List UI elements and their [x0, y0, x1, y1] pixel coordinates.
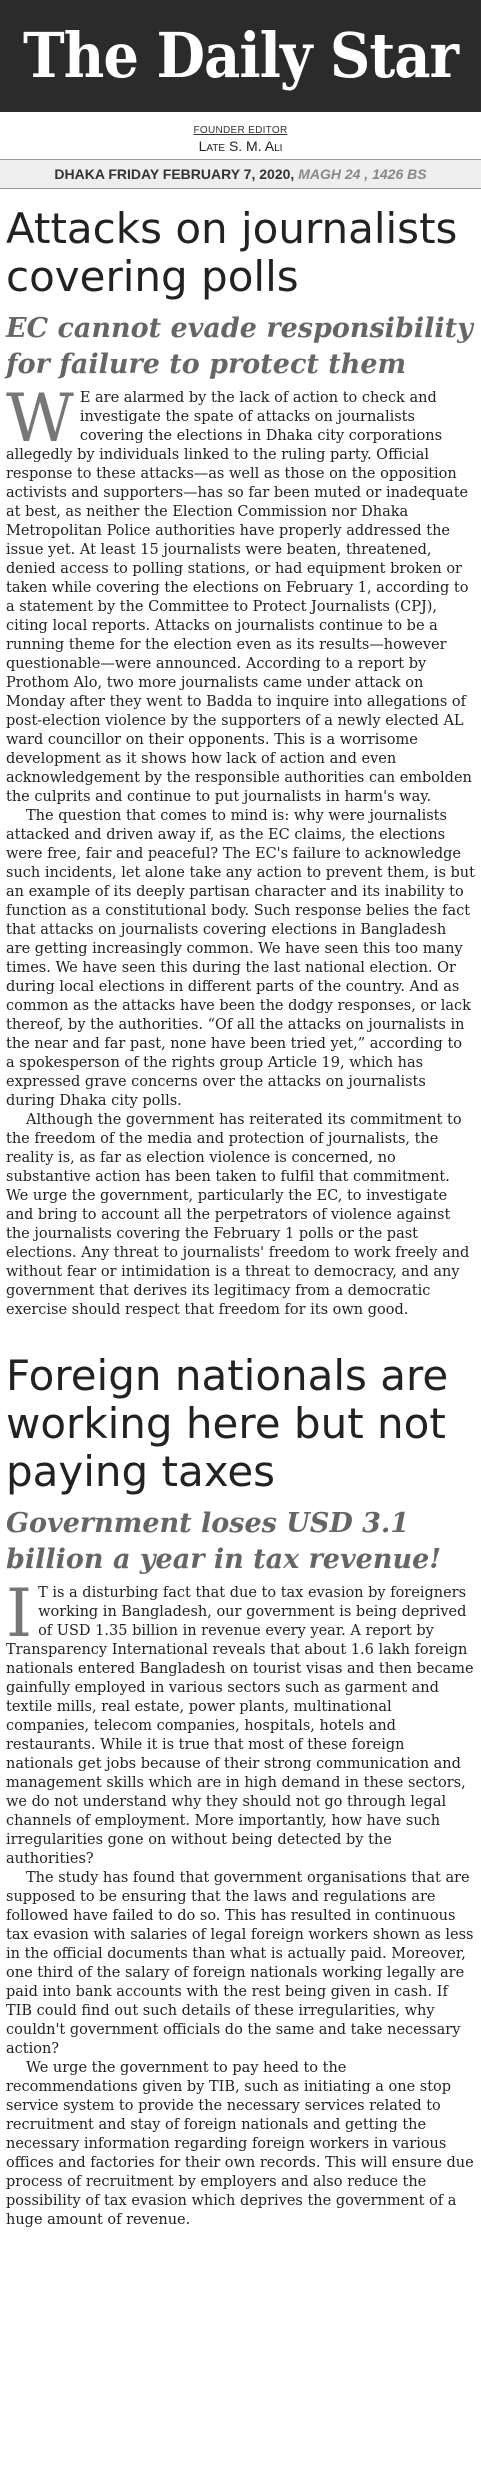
- masthead: [0, 0, 481, 112]
- editorial-article-2: [0, 1352, 481, 2230]
- article-headline: Foreign nationals are working here but not paying taxes: [6, 1351, 449, 1496]
- dateline-bengali-date: MAGH 24 , 1426 BS: [298, 166, 427, 182]
- paragraph-text: E are alarmed by the lack of action to check and investigate the spate of attacks on journalists covering the elections in Dhaka city corporations allegedly by individuals linked to the ruling party. Official response to these attacks—as well as those on the opposition activists and supporters—has so far been muted or inadequate at best, as neither the Election Commission nor Dhaka Metropolitan Police authorities have properly addressed the issue yet. At least 15 journalists were beaten, threatened, denied access to polling stations, or had equipment broken or taken while covering the elections on February 1, according to a statement by the Committee to Protect Journalists (CPJ), citing local reports. Attacks on journalists continue to be a running theme for the election even as its results—however questionable—were announced. According to a report by Prothom Alo, two more journalists came under attack on Monday after they went to Badda to inquire into allegations of post-election violence by the supporters of a newly elected AL ward councillor on their opponents. This is a worrisome development as it shows how lack of action and even acknowledgement by the responsible authorities can embolden the culprits and continue to put journalists in harm's way.: [6, 390, 472, 805]
- article-paragraph: Although the government has reiterated its commitment to the freedom of the media and protection of journalists, the reality is, as far as election violence is concerned, no substantive action has been taken to fulfil that commitment. We urge the government, particularly the EC, to investigate and bring to account all the perpetrators of violence against the journalists covering the February 1 polls or the past elections. Any threat to journalists' freedom to work freely and without fear or intimidation is a threat to democracy, and any government that derives its legitimacy from a democratic exercise should respect that freedom for its own good.: [6, 1112, 470, 1318]
- article-paragraph: The question that comes to mind is: why were journalists attacked and driven away if, as the EC claims, the elections were free, fair and peaceful? The EC's failure to acknowledge such incidents, let alone take any action to prevent them, is but an example of its deeply partisan character and its inability to function as a constitutional body. Such response belies the fact that attacks on journalists covering elections in Bangladesh are getting increasingly common. We have seen this too many times. We have seen this during the last national election. Or during local elections in different parts of the country. And as common as the attacks have been the dodgy responses, or lack thereof, by the authorities. “Of all the attacks on journalists in the near and far past, none have been tried yet,” according to a spokesperson of the rights group Article 19, which has expressed grave concerns over the attacks on journalists during Dhaka city polls.: [6, 808, 475, 1109]
- dateline-date: DHAKA FRIDAY FEBRUARY 7, 2020,: [54, 166, 295, 182]
- article-subhead: EC cannot evade responsibility for failure to protect them: [6, 313, 473, 380]
- article-paragraph: The study has found that government organisations that are supposed to be ensuring that the laws and regulations are followed have failed to do so. This has resulted in continuous tax evasion with salaries of legal foreign workers shown as less in the official documents than what is actually paid. Moreover, one third of the salary of foreign nationals working legally are paid into bank accounts with the rest being given in cash. If TIB could find out such details of these irregularities, why couldn't government officials do the same and take necessary action?: [6, 1870, 474, 2057]
- article-paragraph: We urge the government to pay heed to the recommendations given by TIB, such as initiating a one stop service system to provide the necessary services related to recruitment and stay of foreign nationals and getting the necessary information regarding foreign workers in various offices and factories for their own records. This will ensure due process of recruitment by employers and also reduce the possibility of tax evasion which deprives the government of a huge amount of revenue.: [6, 2060, 474, 2228]
- article-body: [6, 380, 475, 1320]
- article-paragraph: [6, 380, 475, 807]
- editorial-article-1: [0, 205, 481, 1320]
- drop-cap: I: [6, 1575, 33, 1652]
- article-body: [6, 1575, 475, 2230]
- paragraph-text: T is a disturbing fact that due to tax evasion by foreigners working in Bangladesh, our government is being deprived of USD 1.35 billion in revenue every year. A report by Transparency International reveals that about 1.6 lakh foreign nationals entered Bangladesh on tourist visas and then became gainfully employed in various sectors such as garment and textile mills, real estate, power plants, multinational companies, telecom companies, hospitals, hotels and restaurants. While it is true that most of these foreign nationals get jobs because of their strong communication and management skills which are in high demand in these sectors, we do not understand why they should not go through legal channels of employment. More importantly, how have such irregularities gone on without being detected by the authorities?: [6, 1585, 474, 1867]
- dateline: [0, 159, 481, 189]
- article-separator: [0, 1320, 481, 1336]
- drop-cap: W: [6, 380, 74, 457]
- founder-editor-name: Late S. M. Ali: [198, 138, 283, 154]
- founder-editor-block: [0, 112, 481, 155]
- founder-editor-label: FOUNDER EDITOR: [193, 125, 288, 136]
- newspaper-logo: The Daily Star: [22, 19, 459, 93]
- article-headline: Attacks on journalists covering polls: [6, 204, 458, 301]
- article-subhead: Government loses USD 3.1 billion a year in tax revenue!: [6, 1508, 442, 1575]
- article-paragraph: [6, 1575, 475, 1869]
